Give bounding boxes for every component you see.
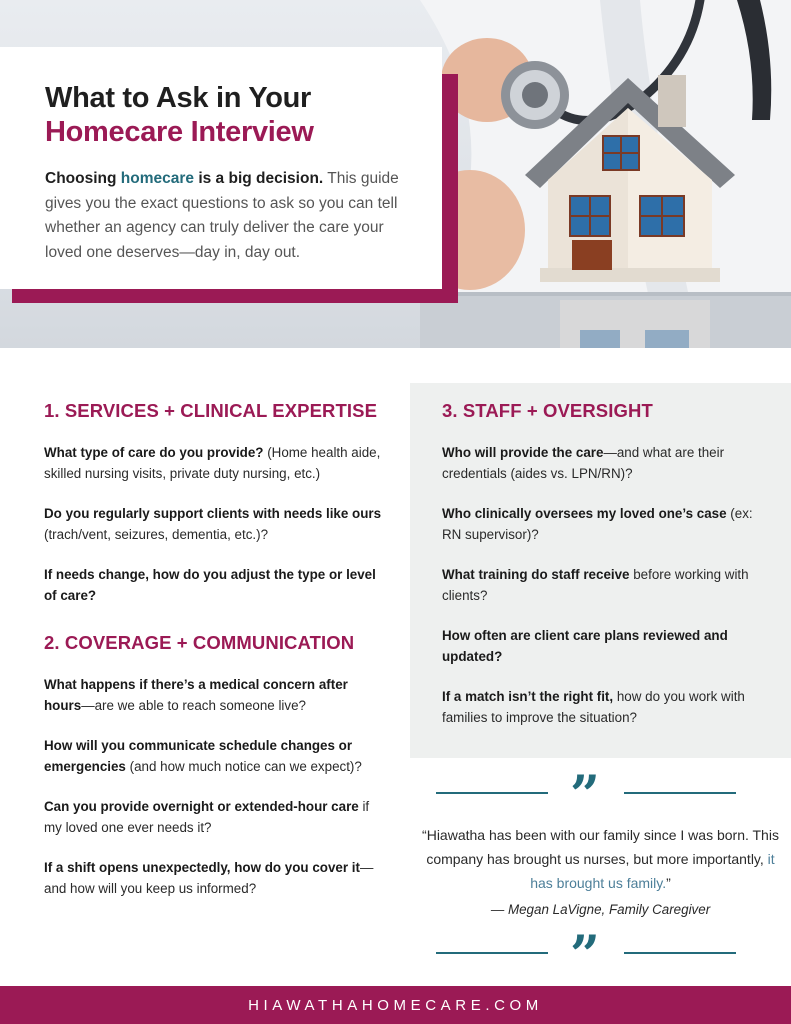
question-bold: How will you communicate schedule changes or emergencies: [44, 738, 353, 774]
question-bold: What happens if there’s a medical concern after hours: [44, 677, 348, 713]
question-bold: If a shift opens unexpectedly, how do you cover it: [44, 860, 360, 875]
intro-paragraph: [45, 167, 412, 265]
quote-body: “Hiawatha has been with our family since I was born. This company has brought us nurses, but more importantly,: [422, 827, 779, 867]
question-item: [442, 687, 762, 728]
quote-divider-left-top: [436, 792, 548, 794]
section-heading-staff: 3. STAFF + OVERSIGHT: [442, 400, 653, 421]
question-rest: —and what are their credentials (aides vs. LPN/RN)?: [442, 445, 725, 481]
question-bold: What type of care do you provide?: [44, 445, 264, 460]
question-bold: Do you regularly support clients with needs like ours: [44, 506, 382, 521]
question-rest: (Home health aide, skilled nursing visits, private duty nursing, etc.): [44, 445, 381, 481]
right-column: [442, 400, 762, 748]
question-rest: —are we able to reach someone live?: [81, 697, 306, 713]
question-item: [44, 504, 384, 545]
quote-mark-icon: ”: [570, 765, 600, 826]
question-item: [442, 443, 762, 484]
quote-mark-icon: ”: [570, 925, 600, 986]
question-bold: Can you provide overnight or extended-hour care: [44, 799, 359, 814]
intro-highlight: homecare: [120, 170, 195, 187]
question-bold: Who clinically oversees my loved one’s case: [442, 506, 727, 521]
quote-text: [420, 823, 781, 895]
question-item: [44, 797, 384, 838]
testimonial: [410, 765, 791, 986]
quote-highlight: it has brought us family.: [530, 851, 775, 891]
hero-banner: [0, 0, 791, 348]
page-title-line2: Homecare Interview: [45, 116, 314, 148]
question-rest: (and how much notice can we expect)?: [125, 758, 362, 774]
title-card: [0, 47, 442, 289]
question-bold: Who will provide the care: [442, 445, 604, 460]
question-rest: (trach/vent, seizures, dementia, etc.)?: [44, 526, 269, 542]
question-item: [44, 443, 384, 484]
intro-rest: This guide gives you the exact questions to ask so you can tell whether an agency can truly deliver the care your loved one deserves—day in, day out.: [45, 170, 399, 261]
question-item: [442, 565, 762, 606]
page-title-line1: What to Ask in Your: [45, 82, 312, 114]
quote-divider-right-top: [624, 792, 736, 794]
section-heading-services: 1. SERVICES + CLINICAL EXPERTISE: [44, 400, 378, 421]
question-rest: before working with clients?: [442, 567, 749, 603]
question-item: [44, 675, 384, 716]
question-item: [44, 565, 384, 606]
question-rest: how do you work with families to improve the situation?: [442, 689, 745, 725]
question-bold: What training do staff receive: [442, 567, 630, 582]
question-bold: If needs change, how do you adjust the type or level of care?: [44, 567, 376, 603]
intro-bold-end: is a big decision.: [194, 170, 324, 187]
question-rest: —and how will you keep us informed?: [44, 860, 374, 896]
quote-divider-right-bottom: [624, 952, 736, 954]
section-heading-coverage: 2. COVERAGE + COMMUNICATION: [44, 632, 355, 653]
question-rest: (ex: RN supervisor)?: [442, 506, 753, 542]
quote-divider-left-bottom: [436, 952, 548, 954]
question-item: [44, 858, 384, 899]
quote-author: — Megan LaVigne, Family Caregiver: [490, 902, 711, 917]
footer-bar: [0, 986, 791, 1024]
question-item: [442, 626, 762, 667]
question-bold: If a match isn’t the right fit,: [442, 689, 614, 704]
question-item: [44, 736, 384, 777]
question-bold: How often are client care plans reviewed and updated?: [442, 628, 728, 664]
question-item: [442, 504, 762, 545]
footer-url-link[interactable]: HIAWATHAHOMECARE.COM: [248, 996, 543, 1014]
left-column: [44, 400, 384, 919]
quote-close: ”: [666, 875, 671, 891]
intro-bold-start: Choosing: [45, 170, 121, 187]
question-rest: if my loved one ever needs it?: [44, 799, 370, 835]
